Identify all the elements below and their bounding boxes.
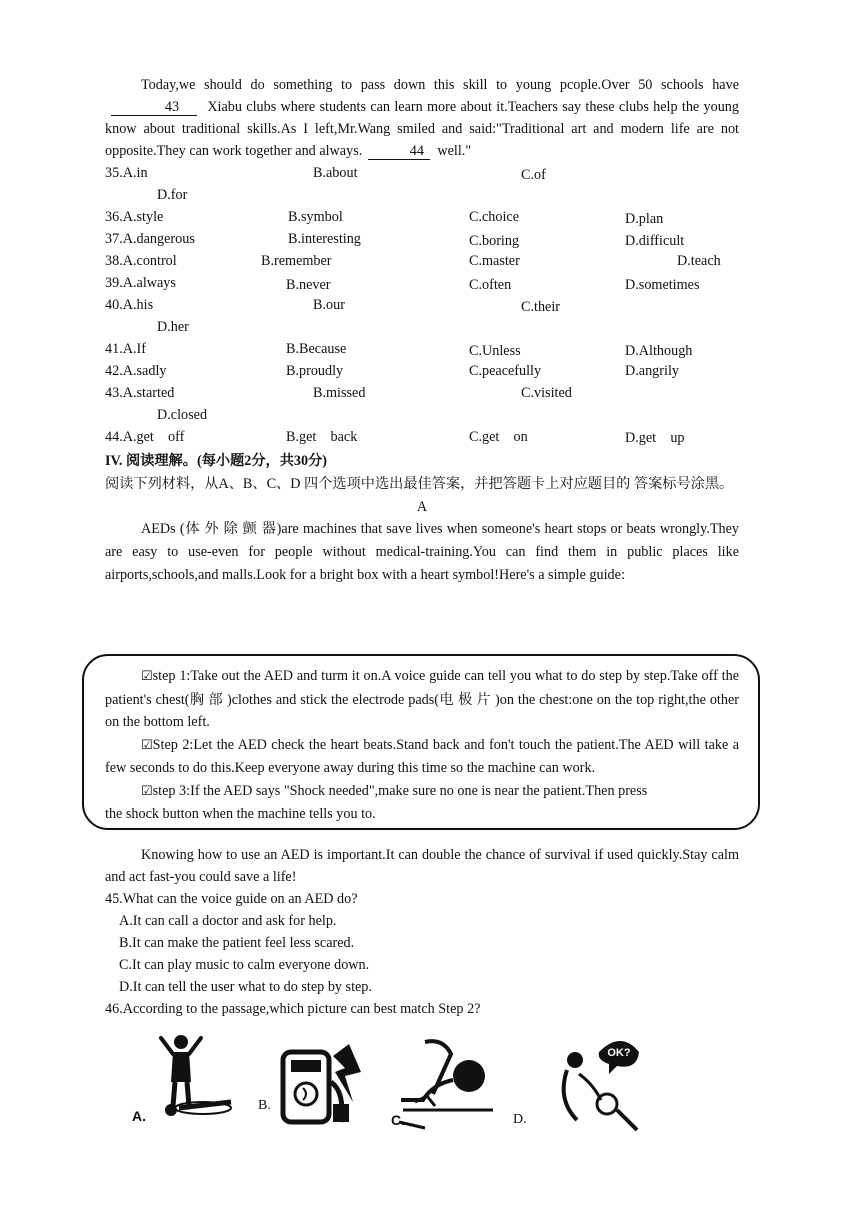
checkbox-icon: ☑ [141,783,153,799]
option-c: C.often [469,277,512,293]
option-b: B.Because [286,341,347,357]
q45-option-b: B.It can make the patient feel less scared. [119,935,355,951]
option-a: 35.A.in [105,165,148,181]
question-41 [105,338,739,360]
option-c: C.of [521,167,546,183]
option-a: 40.A.his [105,297,154,313]
option-a: 44.A.get off [105,429,185,445]
option-d: D.Although [625,343,693,359]
passage-closing: Knowing how to use an AED is important.It can double the chance of survival if used quickly.Stay calm and act fast-you could save a life! [105,847,739,885]
passage-intro: AEDs (体 外 除 颤 器)are machines that save lives when someone's heart stops or beats wrongly.They are easy to use-even for people without medical-training.You can find them in public places like airports,schools,and malls.Look for a bright box with a heart symbol!Here's a simple guide: [105,521,739,583]
question-43 [105,382,739,404]
cloze-text-1: Today,we should do something to pass down this skill to young pcople.Over 50 schools have [141,77,739,93]
option-d: D.her [157,319,189,335]
option-d: D.sometimes [625,277,700,293]
option-b: B.remember [261,253,332,269]
option-d: D.closed [157,407,208,423]
blank-44: 44 [368,143,430,160]
option-a: 43.A.started [105,385,175,401]
question-46-stem: 46.According to the passage,which picture can best match Step 2? [105,1001,481,1017]
picture-a [131,1030,243,1126]
option-b: B.get back [286,429,358,445]
option-d: D.for [157,187,188,203]
checkbox-icon: ☑ [141,669,153,684]
option-c: C.peacefully [469,363,542,379]
question-42 [105,360,739,382]
question-44 [105,426,739,448]
question-45-stem: 45.What can the voice guide on an AED do? [105,891,358,907]
picture-a-label: A. [132,1108,146,1124]
q45-option-d: D.It can tell the user what to do step by step. [119,979,372,995]
option-b: B.proudly [286,363,344,379]
ok-bubble-text: OK? [607,1047,631,1059]
question-39 [105,272,739,294]
option-d: D.difficult [625,233,685,249]
option-a: 39.A.always [105,275,176,291]
option-d: D.get up [625,430,685,446]
cloze-text-3: well." [437,143,472,159]
picture-c-label: C. [391,1112,405,1128]
section-title: IV. 阅读理解。(每小题2分，共30分) [105,453,328,469]
option-a: 41.A.If [105,341,146,357]
option-b: B.about [313,165,358,181]
step-3: ☑step 3:If the AED says "Shock needed",make sure no one is near the patient.Then press [141,782,648,799]
picture-d [545,1034,641,1134]
questions-section [105,844,739,1020]
option-b: B.missed [313,385,366,401]
question-38 [105,250,739,272]
document-page [105,74,739,587]
option-a: 36.A.style [105,209,164,225]
option-a: 38.A.control [105,253,177,269]
option-d: D.teach [677,253,721,269]
option-c: C.visited [521,385,572,401]
picture-d-label: D. [513,1112,527,1127]
picture-c [395,1036,501,1130]
passage-label: A [416,499,428,515]
option-b: B.never [286,277,331,293]
picture-b-label: B. [258,1098,271,1113]
q46-pictures [105,1028,745,1138]
question-35 [105,162,739,184]
picture-b [275,1042,367,1130]
option-d: D.angrily [625,363,679,379]
option-b: B.interesting [288,231,361,247]
q45-option-c: C.It can play music to calm everyone down. [119,957,370,973]
option-c: C.master [469,253,520,269]
option-b: B.our [313,297,345,313]
option-c: C.boring [469,233,520,249]
option-c: C.get on [469,429,528,445]
question-40 [105,294,739,316]
cloze-paragraph [105,74,739,162]
blank-43: 43 [111,99,197,116]
q45-option-a: A.It can call a doctor and ask for help. [119,913,337,929]
step-1: ☑step 1:Take out the AED and turm it on.A voice guide can tell you what to do step by step.Take off the patient's chest(胸 部 )clothes and stick the electrode pads(电 极 片 )on the chest:one on the top right,the other on the bottom left. [105,668,739,730]
section-instruction: 阅读下列材料，从A、B、C、D 四个选项中选出最佳答案，并把答题卡上对应题目的 答案标号涂黑。 [105,476,734,492]
question-37 [105,228,739,250]
question-36 [105,206,739,228]
checkbox-icon: ☑ [141,737,153,753]
option-a: 37.A.dangerous [105,231,195,247]
option-b: B.symbol [288,209,343,225]
option-d: D.plan [625,211,664,227]
step-2: ☑Step 2:Let the AED check the heart beats.Stand back and fon't touch the patient.The AED will take a few seconds to do this.Keep everyone away during this time so the machine can work. [105,736,739,776]
option-c: C.Unless [469,343,521,359]
step-3-continued: the shock button when the machine tells you to. [105,806,376,822]
option-a: 42.A.sadly [105,363,167,379]
cloze-text-2: Xiabu clubs where students can learn more about it.Teachers say these clubs help the young know about traditional skills.As I left,Mr.Wang smiled and said:"Traditional art and modern life are not opposite.They can work together and always. [105,99,739,159]
option-c: C.their [521,299,561,315]
steps-content [105,665,739,826]
option-c: C.choice [469,209,520,225]
